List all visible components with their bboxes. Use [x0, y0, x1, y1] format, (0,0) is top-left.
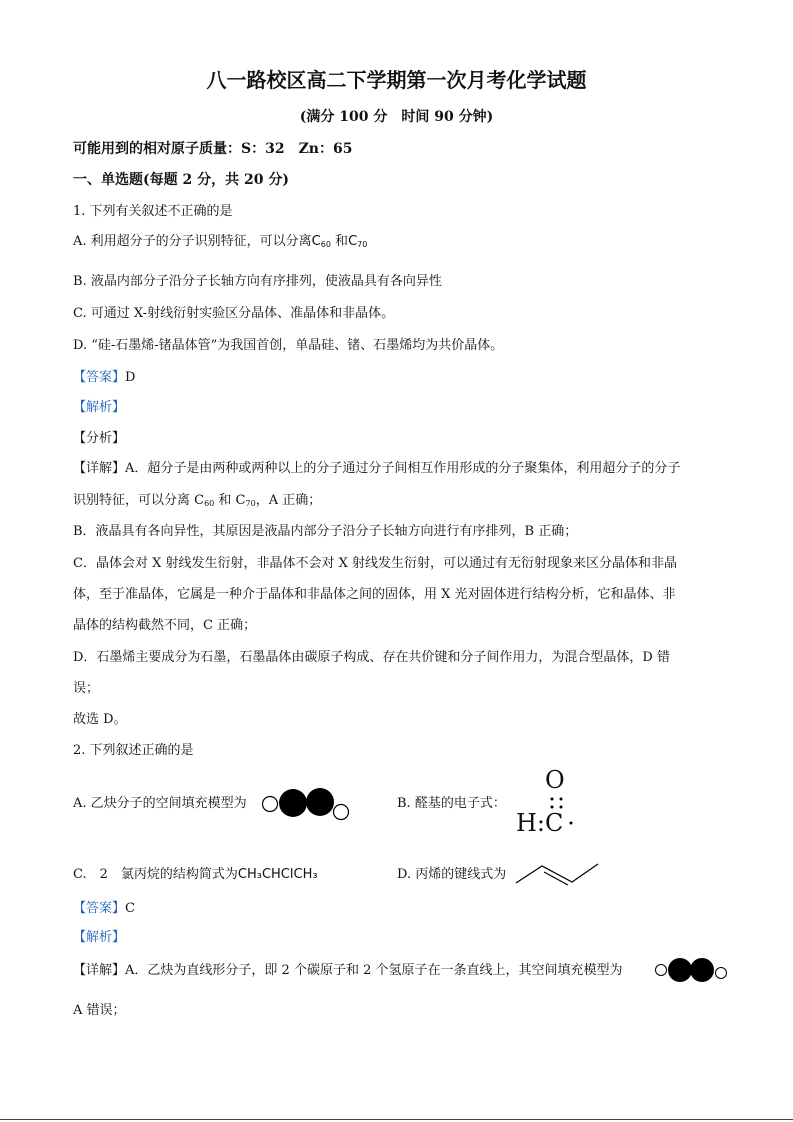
q1-conclusion: 故选 D。 [73, 712, 127, 727]
detail-tag: 【详解】 [73, 461, 126, 476]
answer-value: D [125, 370, 136, 385]
q2-answer [73, 900, 135, 918]
chloropropane-formula: CH₃CHClCH₃ [237, 867, 318, 882]
detail-tag: 【详解】 [73, 963, 126, 978]
unpaired-electron-dot [568, 820, 574, 826]
q2-detail-line-2: A 错误； [73, 1003, 126, 1018]
q1-detail-line-2: 识别特征，可以分离 $C_{60}$ 和 $C_{70}$，A 正确； [73, 493, 322, 508]
atomic-mass-line: 可能用到的相对原子质量：S：32 Zn：65 [73, 141, 353, 157]
q2-option-d: D. 丙烯的键线式为 [397, 867, 507, 882]
q1-fenxi-tag: 【分析】 [73, 431, 126, 446]
carbon-atom [279, 789, 307, 817]
propene-skeletal-formula [514, 861, 604, 885]
lone-pair-dots [548, 796, 568, 810]
q1-analysis-tag: 【解析】 [73, 400, 126, 415]
q2-option-c: C. 2 氯丙烷的结构简式为CH₃CHClCH₃ [73, 867, 318, 882]
hydrogen-atom [716, 968, 727, 979]
q1-option-a-text: A. 利用超分子的分子识别特征，可以分离 [73, 234, 312, 249]
q1-option-c: C. 可通过 X-射线衍射实验区分晶体、准晶体和非晶体。 [73, 306, 395, 321]
q1-detail-line-1: 【详解】A．超分子是由两种或两种以上的分子通过分子间相互作用形成的分子聚集体，利用超分子的分子 [73, 461, 681, 476]
answer-value: C [125, 901, 135, 916]
q2-option-a: A. 乙炔分子的空间填充模型为 [73, 796, 247, 811]
answer-tag: 【答案】 [73, 370, 126, 385]
q1-option-b: B. 液晶内部分子沿分子长轴方向有序排列，使液晶具有各向异性 [73, 274, 442, 289]
hydrogen-atom [263, 797, 278, 812]
q1-detail-line-8: 误； [73, 681, 100, 696]
q1-detail-line-7: D．石墨烯主要成分为石墨，石墨晶体由碳原子构成、存在共价键和分子间作用力，为混合型晶体，D 错 [73, 650, 670, 665]
answer-tag: 【答案】 [73, 901, 126, 916]
hydrogen-atom [656, 965, 667, 976]
exam-subtitle: (满分 100 分 时间 90 分钟) [299, 109, 494, 125]
page-title: 八一路校区高二下学期第一次月考化学试题 [206, 68, 587, 92]
q1-detail-line-5: 体，至于准晶体，它属是一种介于晶体和非晶体之间的固体，用 X 光对固体进行结构分析，它和晶体、非 [73, 587, 676, 602]
q1-option-a [73, 233, 367, 254]
carbon-atom [690, 958, 714, 982]
aldehyde-oxygen: O [545, 766, 565, 794]
q1-option-d: D. “硅-石墨烯-锗晶体管”为我国首创，单晶硅、锗、石墨烯均为共价晶体。 [73, 338, 504, 353]
and-text: 和 [330, 234, 349, 249]
q1-stem: 1. 下列有关叙述不正确的是 [73, 204, 233, 219]
c70-formula: $C_{70}$ [348, 234, 368, 249]
q2-detail-line-1: 【详解】A．乙炔为直线形分子，即 2 个碳原子和 2 个氢原子在一条直线上，其空间填充模型为 [73, 963, 623, 978]
q1-answer [73, 369, 135, 387]
acetylene-model-inline [655, 957, 730, 983]
carbon-atom [306, 788, 334, 816]
section-heading: 一、单选题(每题 2 分，共 20 分) [73, 172, 289, 188]
carbon-atom [668, 958, 692, 982]
q2-stem: 2. 下列叙述正确的是 [73, 743, 194, 758]
q1-detail-line-6: 晶体的结构截然不同，C 正确； [73, 618, 257, 633]
acetylene-space-filling-model [262, 787, 352, 821]
aldehyde-hc: H:C [516, 809, 564, 837]
q2-option-b: B. 醛基的电子式： [397, 796, 506, 811]
c60-formula: $C_{60}$ [311, 234, 331, 249]
hydrogen-atom [334, 805, 349, 820]
q1-detail-line-4: C．晶体会对 X 射线发生衍射，非晶体不会对 X 射线发生衍射，可以通过有无衍射现象来区分晶体和非晶 [73, 556, 677, 571]
q2-analysis-tag: 【解析】 [73, 930, 126, 945]
q1-detail-line-3: B．液晶具有各向异性，其原因是液晶内部分子沿分子长轴方向进行有序排列，B 正确； [73, 524, 578, 539]
page-bottom-rule [0, 1119, 793, 1120]
